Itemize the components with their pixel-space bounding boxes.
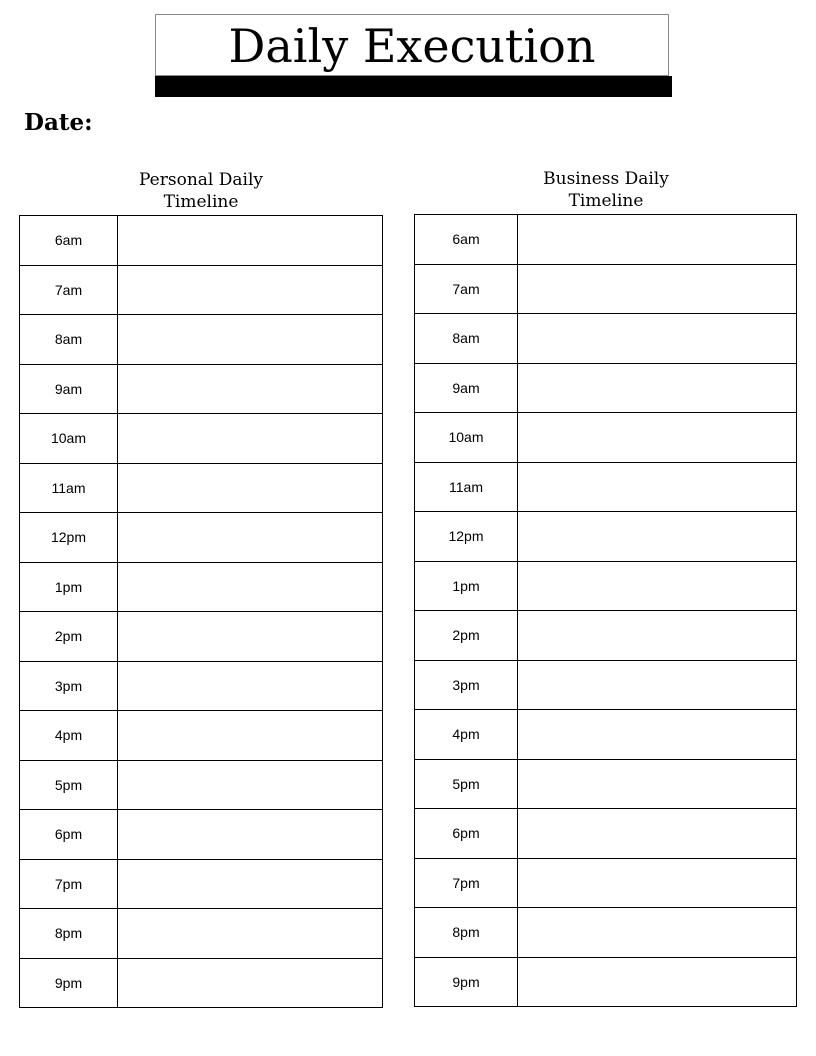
personal-time-slot-label: 2pm (20, 612, 118, 662)
business-timeline-row (415, 858, 797, 908)
business-timeline-row (415, 215, 797, 265)
personal-heading-line2: Timeline (163, 192, 239, 212)
business-time-slot-label: 8pm (415, 908, 518, 958)
date-label: Date: (24, 109, 93, 136)
personal-timeline-row (20, 463, 383, 513)
personal-time-slot-label: 7am (20, 265, 118, 315)
personal-time-slot-label: 9pm (20, 958, 118, 1008)
personal-timeline-row (20, 909, 383, 959)
business-time-slot-entry[interactable] (518, 462, 797, 512)
business-timeline-row (415, 710, 797, 760)
business-timeline-row (415, 363, 797, 413)
personal-time-slot-entry[interactable] (118, 463, 383, 513)
business-time-slot-label: 4pm (415, 710, 518, 760)
business-timeline-row (415, 413, 797, 463)
business-time-slot-label: 2pm (415, 611, 518, 661)
business-time-slot-entry[interactable] (518, 314, 797, 364)
personal-time-slot-entry[interactable] (118, 958, 383, 1008)
personal-time-slot-entry[interactable] (118, 760, 383, 810)
personal-timeline-row (20, 265, 383, 315)
business-time-slot-label: 11am (415, 462, 518, 512)
business-time-slot-entry[interactable] (518, 215, 797, 265)
personal-time-slot-entry[interactable] (118, 216, 383, 266)
business-time-slot-label: 1pm (415, 561, 518, 611)
business-time-slot-entry[interactable] (518, 363, 797, 413)
personal-time-slot-entry[interactable] (118, 711, 383, 761)
business-time-slot-label: 5pm (415, 759, 518, 809)
business-time-slot-entry[interactable] (518, 413, 797, 463)
personal-time-slot-entry[interactable] (118, 414, 383, 464)
business-time-slot-entry[interactable] (518, 759, 797, 809)
business-time-slot-label: 6pm (415, 809, 518, 859)
business-time-slot-entry[interactable] (518, 908, 797, 958)
business-time-slot-label: 12pm (415, 512, 518, 562)
personal-time-slot-label: 8am (20, 315, 118, 365)
personal-time-slot-label: 6am (20, 216, 118, 266)
personal-timeline-row (20, 958, 383, 1008)
personal-time-slot-label: 8pm (20, 909, 118, 959)
personal-time-slot-label: 6pm (20, 810, 118, 860)
personal-time-slot-label: 7pm (20, 859, 118, 909)
personal-timeline-row (20, 859, 383, 909)
business-time-slot-entry[interactable] (518, 611, 797, 661)
personal-time-slot-entry[interactable] (118, 562, 383, 612)
business-timeline-heading (476, 168, 736, 212)
personal-time-slot-entry[interactable] (118, 859, 383, 909)
personal-timeline-row (20, 661, 383, 711)
business-timeline-row (415, 809, 797, 859)
business-timeline-row (415, 957, 797, 1007)
personal-heading-line1: Personal Daily (139, 170, 263, 190)
business-timeline-row (415, 561, 797, 611)
personal-timeline-row (20, 760, 383, 810)
personal-timeline-row (20, 513, 383, 563)
business-time-slot-label: 3pm (415, 660, 518, 710)
business-time-slot-entry[interactable] (518, 561, 797, 611)
business-timeline-table (414, 214, 797, 1007)
personal-time-slot-entry[interactable] (118, 810, 383, 860)
personal-timeline-heading (71, 169, 331, 213)
business-timeline-row (415, 908, 797, 958)
personal-time-slot-entry[interactable] (118, 513, 383, 563)
personal-time-slot-entry[interactable] (118, 364, 383, 414)
personal-time-slot-label: 5pm (20, 760, 118, 810)
business-time-slot-entry[interactable] (518, 957, 797, 1007)
personal-time-slot-entry[interactable] (118, 265, 383, 315)
business-timeline-row (415, 264, 797, 314)
personal-time-slot-label: 1pm (20, 562, 118, 612)
personal-time-slot-label: 11am (20, 463, 118, 513)
business-time-slot-label: 7pm (415, 858, 518, 908)
personal-timeline-row (20, 364, 383, 414)
business-time-slot-label: 6am (415, 215, 518, 265)
personal-timeline-row (20, 562, 383, 612)
personal-time-slot-label: 9am (20, 364, 118, 414)
personal-time-slot-label: 3pm (20, 661, 118, 711)
business-time-slot-label: 9pm (415, 957, 518, 1007)
personal-time-slot-entry[interactable] (118, 315, 383, 365)
business-time-slot-entry[interactable] (518, 512, 797, 562)
personal-timeline-row (20, 414, 383, 464)
personal-time-slot-label: 10am (20, 414, 118, 464)
business-time-slot-label: 10am (415, 413, 518, 463)
business-time-slot-entry[interactable] (518, 809, 797, 859)
page-title: Daily Execution (228, 19, 596, 73)
business-time-slot-label: 7am (415, 264, 518, 314)
personal-time-slot-entry[interactable] (118, 909, 383, 959)
personal-timeline-row (20, 711, 383, 761)
business-heading-line2: Timeline (568, 191, 644, 211)
personal-time-slot-entry[interactable] (118, 612, 383, 662)
business-time-slot-entry[interactable] (518, 710, 797, 760)
business-timeline-row (415, 660, 797, 710)
business-time-slot-entry[interactable] (518, 858, 797, 908)
title-box (155, 14, 669, 76)
business-timeline-row (415, 314, 797, 364)
business-time-slot-label: 8am (415, 314, 518, 364)
business-heading-line1: Business Daily (543, 169, 669, 189)
business-time-slot-entry[interactable] (518, 264, 797, 314)
personal-timeline-table (19, 215, 383, 1008)
personal-timeline-row (20, 810, 383, 860)
personal-time-slot-label: 12pm (20, 513, 118, 563)
personal-time-slot-entry[interactable] (118, 661, 383, 711)
personal-timeline-row (20, 216, 383, 266)
title-underline-bar (155, 76, 672, 97)
business-timeline-row (415, 611, 797, 661)
business-timeline-row (415, 512, 797, 562)
business-time-slot-entry[interactable] (518, 660, 797, 710)
business-timeline-row (415, 462, 797, 512)
personal-timeline-row (20, 315, 383, 365)
business-timeline-row (415, 759, 797, 809)
business-time-slot-label: 9am (415, 363, 518, 413)
personal-timeline-row (20, 612, 383, 662)
personal-time-slot-label: 4pm (20, 711, 118, 761)
